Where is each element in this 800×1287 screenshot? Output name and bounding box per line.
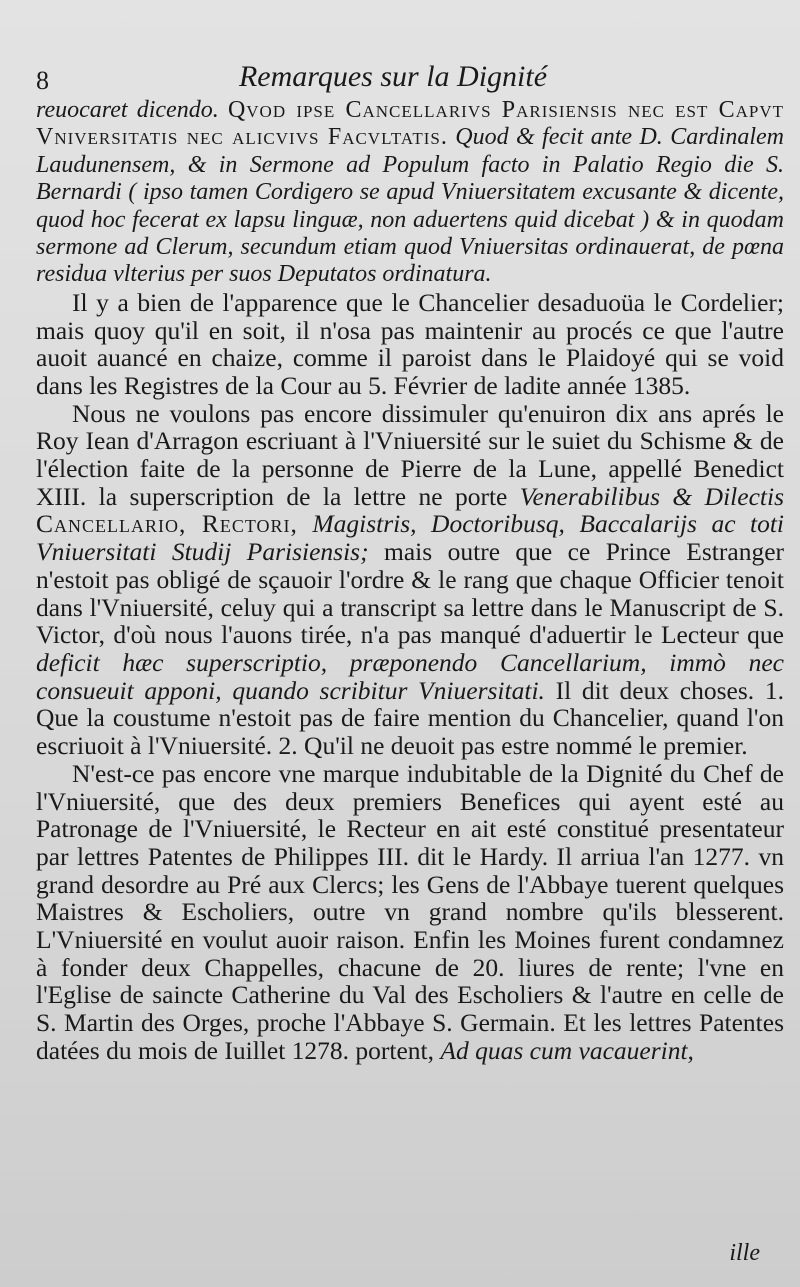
paragraph-3-text-a: N'est-ce pas encore vne marque indubitable de la Dignité du Chef de l'Vniuersité, que des deux premiers Benefices qui ayent esté au Patronage de l'Vniuersité, le Recteur en ait esté constitué presentateur par lettres Patentes de Philippes III. dit le Hardy. Il arriua l'an 1277. vn grand desordre au Pré aux Clercs; les Gens de l'Abbaye tuerent quelques Maistres & Escholiers, outre vn grand nombre qu'ils blesserent. L'Vniuersité en voulut auoir raison. Enfin les Moines furent condamnez à fonder deux Chappelles, chacune de 20. liures de rente; l'vne en l'Eglise de saincte Catherine du Val des Escholiers & l'autre en celle de S. Martin des Orges, proche l'Abbaye S. Germain. Et les lettres Patentes datées du mois de Iuillet 1278. portent, (36, 758, 784, 1065)
paragraph-1: Il y a bien de l'apparence que le Chancelier desaduoüa le Cordelier; mais quoy qu'il en soit, il n'osa pas maintenir au procés ce que l'autre auoit auancé en chaize, comme il paroist dans le Plaidoyé qui se void dans les Registres de la Cour au 5. Février de ladite année 1385. (36, 287, 784, 400)
body-text (36, 97, 784, 1065)
latin-opening: reuocaret dicendo. (36, 97, 219, 123)
paragraph-2-italic-f: deficit hæc superscriptio, præponendo Cancellarium, immò nec consueuit apponi, quando scribitur Vniuersitati. (36, 647, 784, 705)
latin-quotation (36, 97, 784, 289)
catchword: ille (729, 1240, 760, 1266)
page-header (28, 58, 758, 98)
paragraph-2-small-caps: Cancellario, Rectori, (36, 509, 298, 539)
paragraph-2-text-e: mais outre que ce Prince Estranger n'estoit pas obligé de sçauoir l'ordre & le rang que chaque Officier tenoit dans l'Vniuersité, celuy qui a transcript sa lettre dans le Manuscript de S. Victor, d'où nous l'auons tirée, n'a pas manqué d'aduertir le Lecteur que (36, 537, 784, 650)
paragraph-2 (36, 400, 784, 760)
paragraph-2-text-a: Nous ne voulons pas encore dissimuler qu'enuiron dix ans aprés le Roy Iean d'Arragon escriuant à l'Vniuersité sur le suiet du Schisme & de l'élection faite de la personne de Pierre de la Lune, appellé Benedict XIII. la superscription de la lettre ne porte (36, 398, 784, 511)
paragraph-3-italic-b: Ad quas cum vacauerint, (440, 1035, 694, 1065)
running-title: Remarques sur la Dignité (238, 60, 548, 93)
paragraph-3 (36, 760, 784, 1065)
latin-small-caps: Qvod ipse Cancellarivs Parisiensis nec est Capvt Vniversitatis nec alicvivs Facvltatis. (36, 97, 785, 151)
paragraph-2-italic-b: Venerabilibus & Dilectis (519, 481, 784, 511)
page-number: 8 (36, 66, 49, 95)
paragraph-2-italic-d: Magistris, Doctoribusq, Baccalarijs ac toti Vniuersitati Studij Parisiensis; (36, 509, 784, 567)
latin-continuation: Quod & fecit ante D. Cardinalem Laudunensem, & in Sermone ad Populum facto in Palatio Regio die S. Bernardi ( ipso tamen Cordigero se apud Vniuersitatem excusante & dicente, quod hoc fecerat ex lapsu linguæ, non aduertens quid dicebat ) & in quodam sermone ad Clerum, secundum etiam quod Vniuersitas ordinauerat, de pœna residua vlterius per suos Deputatos ordinatura. (36, 124, 784, 288)
paragraph-2-text-g: Il dit deux choses. 1. Que la coustume n'estoit pas de faire mention du Chancelier, quand l'on escriuoit à l'Vniuersité. 2. Qu'il ne deuoit pas estre nommé le premier. (36, 675, 784, 761)
